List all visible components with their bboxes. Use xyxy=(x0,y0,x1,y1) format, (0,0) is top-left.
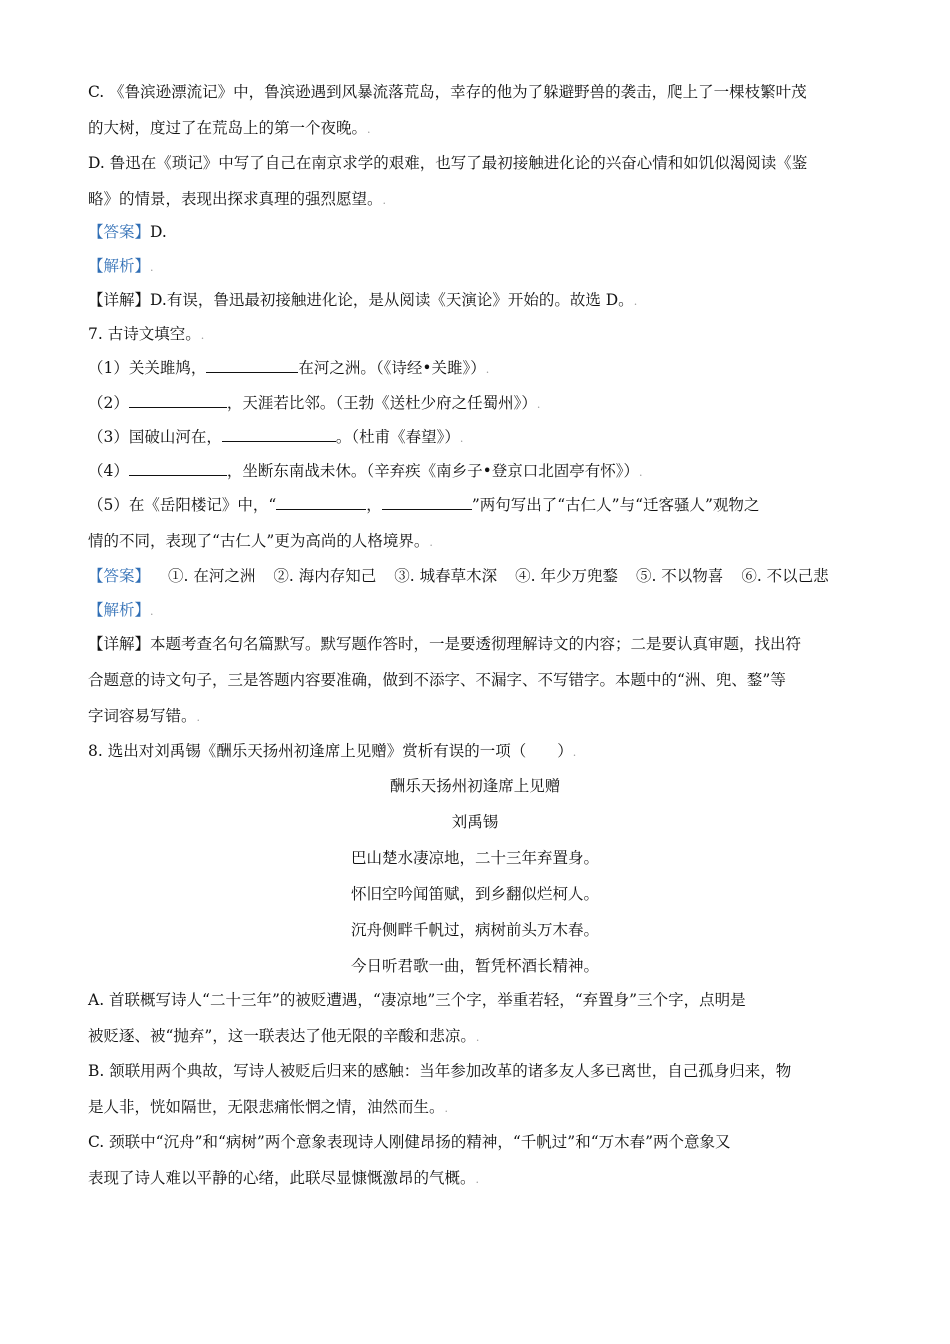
option-a-line2: 被贬逐、被“抛弃”，这一联表达了他无限的辛酸和悲凉。. xyxy=(88,1027,480,1045)
poem-line: 巴山楚水凄凉地，二十三年弃置身。 xyxy=(350,849,599,867)
q6-answer: 【答案】D. xyxy=(88,223,167,241)
q7-detail-line2: 合题意的诗文句子，三是答题内容要准确，做到不添字、不漏字、不写错字。本题中的“洲、兜、鍪”等 xyxy=(88,671,786,689)
option-a-line1: A. 首联概写诗人“二十三年”的被贬遭遇，“凄凉地”三个字，举重若轻，“弃置身”三个字，点明是 xyxy=(88,991,746,1009)
poem-line: 沉舟侧畔千帆过，病树前头万木春。 xyxy=(350,921,599,939)
answer-tag: 【答案】 xyxy=(88,223,151,241)
q7-title: 7. 古诗文填空。. xyxy=(88,325,205,343)
option-c-q8-line1: C. 颈联中“沉舟”和“病树”两个意象表现诗人刚健昂扬的精神，“千帆过”和“万木春”两个意象又 xyxy=(88,1133,731,1151)
option-c-line2: 的大树，度过了在荒岛上的第一个夜晚。. xyxy=(88,119,371,137)
q7-detail-line3: 字词容易写错。. xyxy=(88,707,201,725)
q7-item-1: （1）关关雎鸠， 在河之洲。（《诗经•关雎》）. xyxy=(88,359,490,377)
fill-blank[interactable] xyxy=(206,358,298,373)
poem-author: 刘禹锡 xyxy=(451,813,499,831)
poem-title: 酬乐天扬州初逢席上见赠 xyxy=(389,777,561,795)
detail-tag: 【详解】 xyxy=(88,291,151,309)
q7-analysis: 【解析】. xyxy=(88,601,154,619)
option-d-line2: 略》的情景，表现出探求真理的强烈愿望。. xyxy=(88,190,387,208)
option-d-line1: D. 鲁迅在《琐记》中写了自己在南京求学的艰难，也写了最初接触进化论的兴奋心情和如饥似渴阅读《鉴 xyxy=(88,154,808,172)
q6-analysis: 【解析】. xyxy=(88,257,154,275)
q7-item-2: （2） ，天涯若比邻。（王勃《送杜少府之任蜀州》）. xyxy=(88,394,541,412)
option-b-line1: B. 颔联用两个典故，写诗人被贬后归来的感触：当年参加改革的诸多友人多已离世，自己孤身归来，物 xyxy=(88,1062,792,1080)
q7-item-3: （3）国破山河在， 。（杜甫《春望》）. xyxy=(88,428,464,446)
q6-detail: 【详解】D.有误，鲁迅最初接触进化论，是从阅读《天演论》开始的。故选 D。. xyxy=(88,291,638,309)
fill-blank[interactable] xyxy=(276,495,366,510)
option-b-line2: 是人非，恍如隔世，无限悲痛怅惘之情，油然而生。. xyxy=(88,1098,449,1116)
option-c-line1: C. 《鲁滨逊漂流记》中，鲁滨逊遇到风暴流落荒岛，幸存的他为了躲避野兽的袭击，爬上了一棵枝繁叶茂 xyxy=(88,83,807,101)
poem-line: 今日听君歌一曲，暂凭杯酒长精神。 xyxy=(350,957,599,975)
option-c-q8-line2: 表现了诗人难以平静的心绪，此联尽显慷慨激昂的气概。. xyxy=(88,1169,480,1187)
q7-item-5-line2: 情的不同，表现了“古仁人”更为高尚的人格境界。. xyxy=(88,532,433,550)
q7-item-4: （4） ，坐断东南战未休。（辛弃疾《南乡子•登京口北固亭有怀》）. xyxy=(88,462,643,480)
poem-line: 怀旧空吟闻笛赋，到乡翻似烂柯人。 xyxy=(350,885,599,903)
detail-tag: 【详解】 xyxy=(88,635,151,653)
q8-title: 8. 选出对刘禹锡《酬乐天扬州初逢席上见赠》赏析有误的一项（ ）. xyxy=(88,742,577,760)
fill-blank[interactable] xyxy=(382,495,472,510)
q7-answer: 【答案】 ①. 在河之洲 ②. 海内存知己 ③. 城春草木深 ④. 年少万兜鍪 ⑤. 不以物喜 ⑥. 不以己悲 xyxy=(88,567,829,585)
analysis-tag: 【解析】 xyxy=(88,601,151,619)
answer-tag: 【答案】 xyxy=(88,567,151,585)
q7-item-5: （5）在《岳阳楼记》中，“ ， ”两句写出了“古仁人”与“迁客骚人”观物之 xyxy=(88,496,760,514)
fill-blank[interactable] xyxy=(222,427,336,442)
fill-blank[interactable] xyxy=(129,393,227,408)
fill-blank[interactable] xyxy=(129,461,227,476)
q7-detail-line1: 【详解】本题考查名句名篇默写。默写题作答时，一是要透彻理解诗文的内容；二是要认真审题，找出符 xyxy=(88,635,802,653)
analysis-tag: 【解析】 xyxy=(88,257,151,275)
